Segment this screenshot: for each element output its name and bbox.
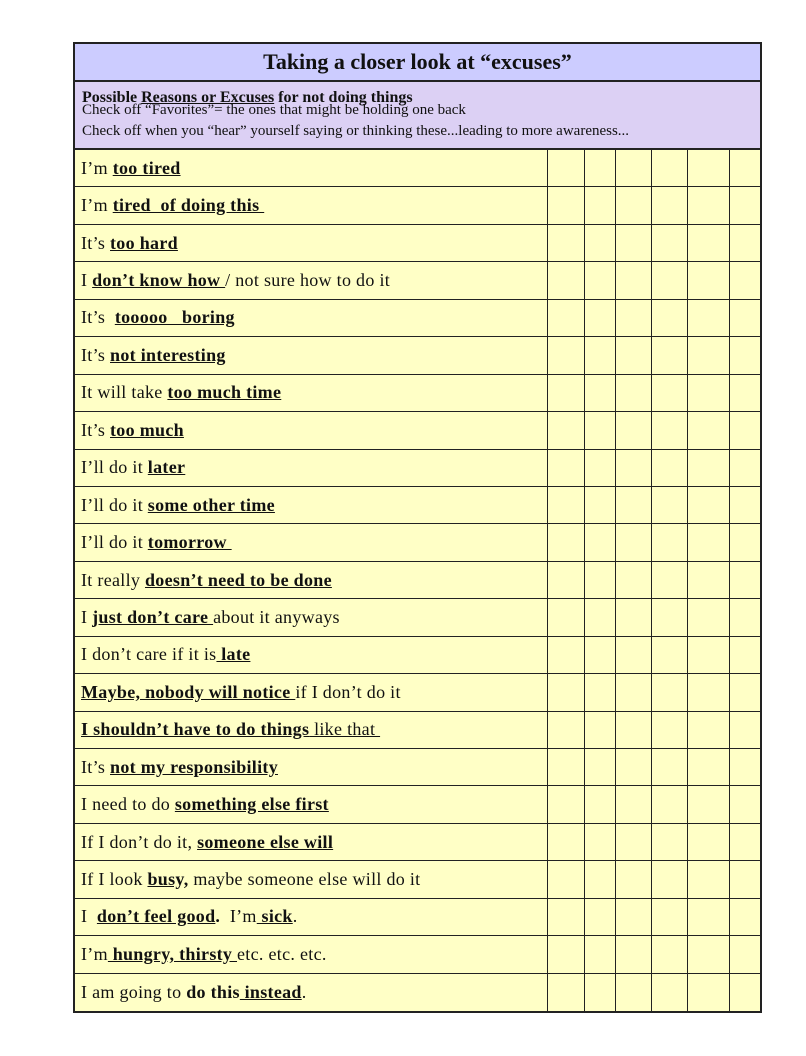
check-box[interactable] <box>652 599 688 635</box>
check-box[interactable] <box>548 375 585 411</box>
check-box[interactable] <box>730 974 763 1011</box>
check-box[interactable] <box>585 637 616 673</box>
excuse-text <box>75 187 548 223</box>
excuse-text-segment: . <box>215 906 221 927</box>
check-box[interactable] <box>585 225 616 261</box>
check-box[interactable] <box>616 562 652 598</box>
excuse-text <box>75 674 548 710</box>
check-box[interactable] <box>548 637 585 673</box>
check-box[interactable] <box>688 300 730 336</box>
excuse-text-segment: . <box>301 981 307 1002</box>
check-box[interactable] <box>688 524 730 560</box>
excuse-text <box>75 450 548 486</box>
excuse-text-segment: maybe someone else will do it <box>188 869 421 890</box>
heading-prefix: Possible <box>82 89 142 106</box>
excuse-text-segment: It really <box>81 569 145 590</box>
excuse-text-segment: sick <box>256 906 293 927</box>
check-box[interactable] <box>548 225 585 261</box>
check-box[interactable] <box>616 749 652 785</box>
excuse-row <box>75 562 760 599</box>
excuse-text-segment: like that <box>309 719 381 740</box>
check-box[interactable] <box>548 150 585 186</box>
check-box[interactable] <box>652 899 688 935</box>
check-box[interactable] <box>652 412 688 448</box>
check-box[interactable] <box>652 225 688 261</box>
check-box[interactable] <box>688 337 730 373</box>
check-box[interactable] <box>548 861 585 897</box>
check-box[interactable] <box>616 487 652 523</box>
excuse-text <box>75 824 548 860</box>
excuse-text <box>75 262 548 298</box>
check-box[interactable] <box>730 786 763 822</box>
excuse-text-segment: don’t feel good <box>96 906 216 927</box>
check-box[interactable] <box>652 300 688 336</box>
check-box[interactable] <box>585 786 616 822</box>
check-box[interactable] <box>616 187 652 223</box>
check-box[interactable] <box>688 450 730 486</box>
excuse-text-segment: not interesting <box>110 344 226 365</box>
check-box[interactable] <box>730 412 763 448</box>
check-box[interactable] <box>652 824 688 860</box>
check-box[interactable] <box>688 861 730 897</box>
check-box[interactable] <box>652 674 688 710</box>
heading-emphasis: Reasons or Excuses <box>141 89 275 106</box>
excuse-text-segment: later <box>147 457 186 478</box>
check-box[interactable] <box>652 936 688 972</box>
check-box[interactable] <box>688 749 730 785</box>
excuse-text-segment: too tired <box>112 157 181 178</box>
check-box[interactable] <box>730 899 763 935</box>
excuse-row <box>75 337 760 374</box>
excuse-text <box>75 899 548 935</box>
check-box[interactable] <box>616 712 652 748</box>
check-box[interactable] <box>730 225 763 261</box>
check-box[interactable] <box>730 861 763 897</box>
excuse-text <box>75 749 548 785</box>
check-box[interactable] <box>616 375 652 411</box>
excuse-text-segment: tooooo boring <box>114 307 235 328</box>
check-box[interactable] <box>730 375 763 411</box>
excuse-text-segment: too much time <box>167 382 282 403</box>
check-box[interactable] <box>730 674 763 710</box>
check-box[interactable] <box>585 749 616 785</box>
excuse-row <box>75 824 760 861</box>
check-box[interactable] <box>585 936 616 972</box>
excuse-row <box>75 861 760 898</box>
check-box[interactable] <box>652 375 688 411</box>
check-box[interactable] <box>616 150 652 186</box>
excuse-text-segment: busy, <box>147 869 189 890</box>
check-box[interactable] <box>652 861 688 897</box>
check-box[interactable] <box>730 712 763 748</box>
excuse-text <box>75 861 548 897</box>
check-box[interactable] <box>616 337 652 373</box>
excuse-row <box>75 899 760 936</box>
excuses-worksheet <box>73 42 762 1013</box>
check-box[interactable] <box>652 150 688 186</box>
excuse-text <box>75 375 548 411</box>
excuse-text-segment: I’ll do it <box>81 532 148 553</box>
check-box[interactable] <box>730 562 763 598</box>
instruction-awareness: Check off when you “hear” yourself saying or thinking these...leading to more awareness... <box>82 123 630 139</box>
check-box[interactable] <box>652 487 688 523</box>
excuse-text <box>75 412 548 448</box>
check-box[interactable] <box>548 974 585 1011</box>
check-box[interactable] <box>548 187 585 223</box>
excuse-text-segment: hungry, thirsty <box>107 943 238 964</box>
excuse-text-segment: about it anyways <box>213 606 340 627</box>
check-box[interactable] <box>548 786 585 822</box>
excuse-text-segment: I <box>81 606 93 627</box>
excuse-text-segment: instead <box>239 981 302 1002</box>
check-box[interactable] <box>688 824 730 860</box>
check-box[interactable] <box>585 300 616 336</box>
check-box[interactable] <box>616 412 652 448</box>
check-box[interactable] <box>730 487 763 523</box>
excuse-text-segment: If I look <box>81 869 148 890</box>
excuse-text-segment: . <box>292 906 298 927</box>
excuse-text-segment: someone else will <box>197 831 334 852</box>
check-box[interactable] <box>652 637 688 673</box>
check-box[interactable] <box>585 562 616 598</box>
check-box[interactable] <box>548 262 585 298</box>
check-box[interactable] <box>585 450 616 486</box>
excuse-row <box>75 749 760 786</box>
excuse-row <box>75 712 760 749</box>
excuse-text-segment: tired of doing this <box>112 195 265 216</box>
check-box[interactable] <box>585 712 616 748</box>
check-box[interactable] <box>730 599 763 635</box>
check-box[interactable] <box>585 375 616 411</box>
excuse-row <box>75 524 760 561</box>
excuse-text-segment: I <box>81 270 93 291</box>
check-box[interactable] <box>548 337 585 373</box>
check-box[interactable] <box>688 262 730 298</box>
check-box[interactable] <box>548 599 585 635</box>
check-box[interactable] <box>616 637 652 673</box>
check-box[interactable] <box>652 262 688 298</box>
check-box[interactable] <box>688 899 730 935</box>
excuse-text-segment: just don’t care <box>92 606 214 627</box>
check-box[interactable] <box>585 412 616 448</box>
check-box[interactable] <box>616 899 652 935</box>
check-box[interactable] <box>688 936 730 972</box>
check-box[interactable] <box>688 412 730 448</box>
excuse-text-segment: I’m <box>220 906 257 927</box>
check-box[interactable] <box>688 712 730 748</box>
excuse-row <box>75 300 760 337</box>
check-box[interactable] <box>730 824 763 860</box>
excuse-text-segment: I don’t care if it is <box>81 644 217 665</box>
excuse-text-segment: It’s <box>81 756 111 777</box>
excuse-text <box>75 524 548 560</box>
excuse-text-segment: I need to do <box>81 794 175 815</box>
excuse-text-segment: I <box>81 906 97 927</box>
excuse-text-segment: I am going to <box>81 981 187 1002</box>
check-box[interactable] <box>548 412 585 448</box>
excuse-text-segment: I’ll do it <box>81 457 148 478</box>
check-box[interactable] <box>548 899 585 935</box>
excuse-text-segment: etc. etc. etc. <box>237 943 327 964</box>
check-box[interactable] <box>616 262 652 298</box>
check-box[interactable] <box>548 936 585 972</box>
excuse-text-segment: tomorrow <box>147 532 232 553</box>
check-box[interactable] <box>652 524 688 560</box>
check-box[interactable] <box>652 712 688 748</box>
check-box[interactable] <box>652 786 688 822</box>
check-box[interactable] <box>730 749 763 785</box>
check-box[interactable] <box>585 599 616 635</box>
check-box[interactable] <box>585 187 616 223</box>
check-box[interactable] <box>688 637 730 673</box>
check-box[interactable] <box>585 337 616 373</box>
excuse-row <box>75 262 760 299</box>
check-box[interactable] <box>652 562 688 598</box>
check-box[interactable] <box>548 674 585 710</box>
excuse-text <box>75 225 548 261</box>
check-box[interactable] <box>688 487 730 523</box>
excuse-row <box>75 936 760 973</box>
check-box[interactable] <box>585 674 616 710</box>
excuse-text-segment: I’m <box>81 943 108 964</box>
excuse-text-segment: If I don’t do it, <box>81 831 198 852</box>
check-box[interactable] <box>730 524 763 560</box>
check-box[interactable] <box>688 974 730 1011</box>
excuse-row <box>75 412 760 449</box>
check-box[interactable] <box>616 786 652 822</box>
check-box[interactable] <box>548 749 585 785</box>
check-box[interactable] <box>585 262 616 298</box>
check-box[interactable] <box>616 674 652 710</box>
check-box[interactable] <box>688 187 730 223</box>
excuse-text-segment: late <box>216 644 251 665</box>
check-box[interactable] <box>548 524 585 560</box>
check-box[interactable] <box>616 936 652 972</box>
excuse-text <box>75 712 548 748</box>
check-box[interactable] <box>652 450 688 486</box>
check-box[interactable] <box>730 187 763 223</box>
instructions-header <box>73 82 762 150</box>
excuse-text-segment: don’t know how <box>92 270 226 291</box>
excuse-row <box>75 150 760 187</box>
excuse-text-segment: I shouldn’t have to do things <box>81 719 310 740</box>
check-box[interactable] <box>616 824 652 860</box>
excuse-text-segment: Maybe, nobody will notice <box>81 681 296 702</box>
check-box[interactable] <box>585 524 616 560</box>
excuse-text <box>75 562 548 598</box>
check-box[interactable] <box>688 150 730 186</box>
excuse-text <box>75 637 548 673</box>
worksheet-title: Taking a closer look at “excuses” <box>73 42 762 82</box>
excuse-text <box>75 786 548 822</box>
excuse-text <box>75 936 548 972</box>
excuse-text <box>75 974 548 1011</box>
check-box[interactable] <box>616 861 652 897</box>
check-box[interactable] <box>688 225 730 261</box>
check-box[interactable] <box>585 824 616 860</box>
excuse-text-segment: doesn’t need to be done <box>144 569 332 590</box>
check-box[interactable] <box>585 899 616 935</box>
check-box[interactable] <box>616 300 652 336</box>
check-box[interactable] <box>585 974 616 1011</box>
excuse-text-segment: It will take <box>81 382 168 403</box>
excuse-text-segment: do this <box>186 981 240 1002</box>
check-box[interactable] <box>616 974 652 1011</box>
excuse-row <box>75 674 760 711</box>
check-box[interactable] <box>730 262 763 298</box>
instruction-favorites: Check off “Favorites”= the ones that might be holding one back <box>82 102 466 118</box>
check-box[interactable] <box>616 450 652 486</box>
excuse-text-segment: too much <box>110 419 184 440</box>
check-box[interactable] <box>688 375 730 411</box>
excuse-row <box>75 187 760 224</box>
excuse-text-segment: something else first <box>174 794 329 815</box>
excuse-list <box>73 150 762 1013</box>
check-box[interactable] <box>730 337 763 373</box>
check-box[interactable] <box>548 562 585 598</box>
check-box[interactable] <box>730 300 763 336</box>
check-box[interactable] <box>585 487 616 523</box>
excuse-text <box>75 599 548 635</box>
check-box[interactable] <box>616 599 652 635</box>
check-box[interactable] <box>548 824 585 860</box>
excuse-text <box>75 337 548 373</box>
excuse-text-segment: It’s <box>81 344 111 365</box>
check-box[interactable] <box>730 637 763 673</box>
excuse-text-segment: I’m <box>81 157 113 178</box>
excuse-text-segment: I’m <box>81 195 113 216</box>
excuse-text-segment: too hard <box>110 232 178 253</box>
excuse-row <box>75 599 760 636</box>
check-box[interactable] <box>616 524 652 560</box>
excuse-text <box>75 150 548 186</box>
check-box[interactable] <box>688 562 730 598</box>
check-box[interactable] <box>548 487 585 523</box>
excuse-text-segment: It’s <box>81 307 115 328</box>
excuse-text-segment: if I don’t do it <box>295 681 401 702</box>
excuse-row <box>75 637 760 674</box>
excuse-text-segment: It’s <box>81 419 111 440</box>
check-box[interactable] <box>730 936 763 972</box>
excuse-text <box>75 487 548 523</box>
check-box[interactable] <box>585 861 616 897</box>
check-box[interactable] <box>652 337 688 373</box>
excuse-text-segment: I’ll do it <box>81 494 148 515</box>
check-box[interactable] <box>730 150 763 186</box>
check-box[interactable] <box>688 674 730 710</box>
excuse-text-segment: not my responsibility <box>110 756 279 777</box>
check-box[interactable] <box>585 150 616 186</box>
check-box[interactable] <box>616 225 652 261</box>
check-box[interactable] <box>652 187 688 223</box>
check-box[interactable] <box>688 599 730 635</box>
excuse-row <box>75 375 760 412</box>
excuse-row <box>75 450 760 487</box>
excuse-row <box>75 786 760 823</box>
check-box[interactable] <box>548 712 585 748</box>
check-box[interactable] <box>652 974 688 1011</box>
excuse-text-segment: / not sure how to do it <box>225 270 391 291</box>
excuse-text-segment: some other time <box>147 494 275 515</box>
check-box[interactable] <box>548 450 585 486</box>
excuse-text <box>75 300 548 336</box>
excuse-text-segment: It’s <box>81 232 111 253</box>
excuse-row <box>75 487 760 524</box>
check-box[interactable] <box>688 786 730 822</box>
excuse-row <box>75 225 760 262</box>
check-box[interactable] <box>652 749 688 785</box>
check-box[interactable] <box>548 300 585 336</box>
excuse-row <box>75 974 760 1011</box>
heading-suffix: for not doing things <box>274 89 413 106</box>
check-box[interactable] <box>730 450 763 486</box>
